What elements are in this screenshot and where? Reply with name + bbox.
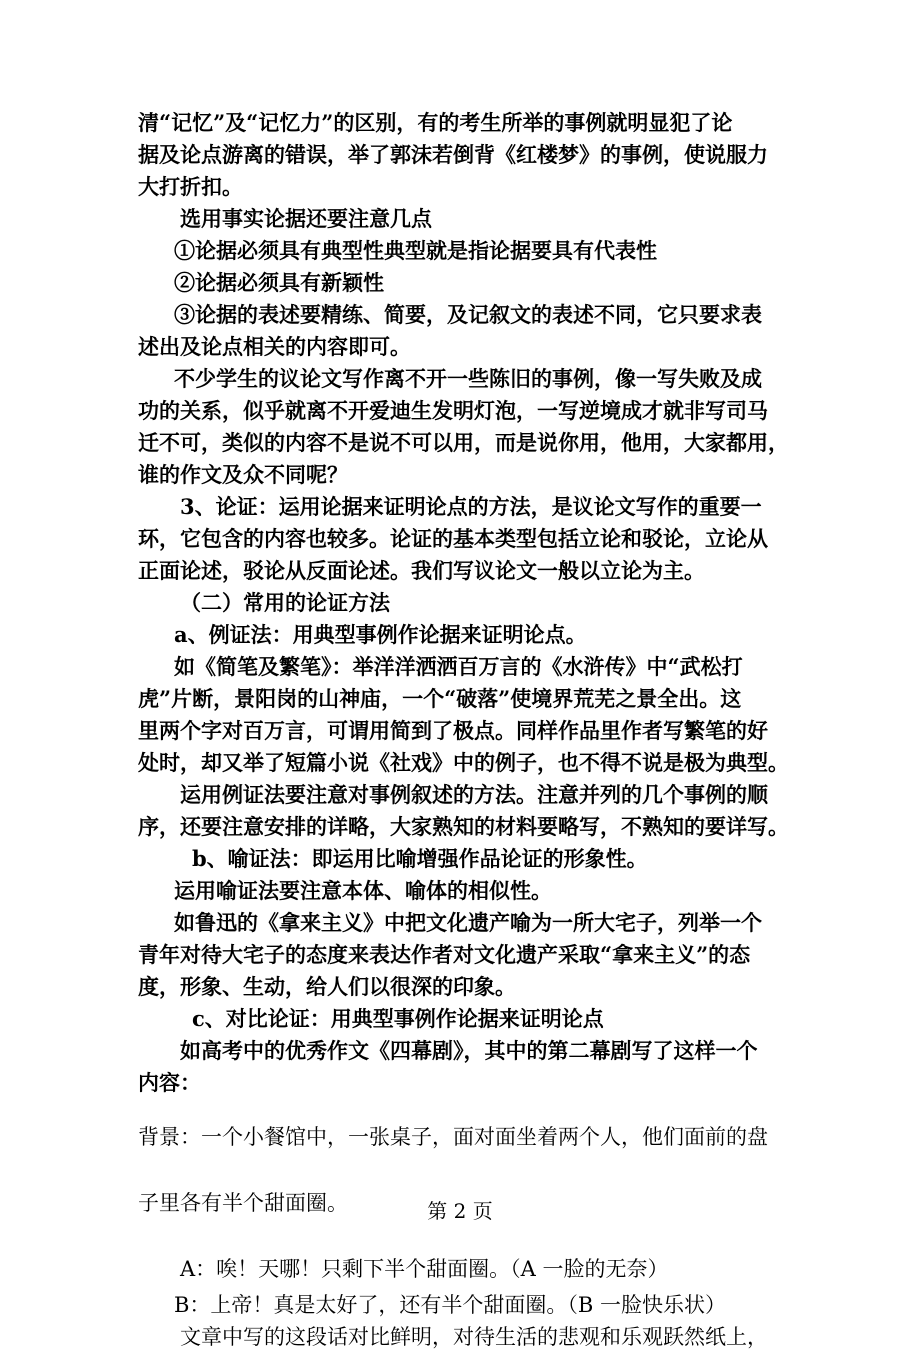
list-item: ③论据的表述要精练、简要，及记叙文的表述不同，它只要求表 — [174, 302, 762, 327]
text-line: 里两个字对百万言，可谓用简到了极点。同样作品里作者写繁笔的好 — [138, 718, 768, 743]
text-line: 序，还要注意安排的详略，大家熟知的材料要略写，不熟知的要详写。 — [138, 814, 789, 839]
document-body — [138, 107, 788, 1353]
text-line: 大打折扣。 — [138, 174, 243, 199]
text-line: 谁的作文及众不同呢？ — [138, 462, 348, 487]
text-line: 虎”片断，景阳岗的山神庙，一个“破落”使境界荒芜之景全出。这 — [138, 686, 742, 711]
paragraph-start: 如鲁迅的《拿来主义》中把文化遗产喻为一所大宅子，列举一个 — [174, 910, 762, 935]
dialogue-line: B：上帝！真是太好了，还有半个甜面圈。（B 一脸快乐状） — [174, 1293, 727, 1317]
paragraph-start: 如《简笔及繁笔》：举洋洋洒洒百万言的《水浒传》中“武松打 — [174, 654, 743, 679]
text-line: 环，它包含的内容也较多。论证的基本类型包括立论和驳论，立论从 — [138, 526, 768, 551]
paragraph-start: c、对比论证：用典型事例作论据来证明论点 — [192, 1006, 604, 1031]
text-line: 据及论点游离的错误，举了郭沫若倒背《红楼梦》的事例，使说服力 — [138, 142, 768, 167]
text-line: 正面论述，驳论从反面论述。我们写议论文一般以立论为主。 — [138, 558, 705, 583]
text-line: 功的关系，似乎就离不开爱迪生发明灯泡，一写逆境成才就非写司马 — [138, 398, 768, 423]
text-line: 青年对待大宅子的态度来表达作者对文化遗产采取“拿来主义”的态 — [138, 942, 751, 967]
list-item: ①论据必须具有典型性典型就是指论据要具有代表性 — [174, 238, 657, 263]
section-heading: （二）常用的论证方法 — [180, 590, 390, 615]
paragraph-start: 运用喻证法要注意本体、喻体的相似性。 — [174, 878, 552, 903]
list-item: ②论据必须具有新颖性 — [174, 270, 384, 295]
page-number: 第 2 页 — [427, 1199, 493, 1223]
paragraph-start: 文章中写的这段话对比鲜明，对待生活的悲观和乐观跃然纸上， — [180, 1325, 768, 1349]
text-line: 述出及论点相关的内容即可。 — [138, 334, 411, 359]
text-line: 迁不可，类似的内容不是说不可以用，而是说你用，他用，大家都用， — [138, 430, 789, 455]
paragraph-start: 不少学生的议论文写作离不开一些陈旧的事例，像一写失败及成 — [174, 366, 762, 391]
paragraph-start: 如高考中的优秀作文《四幕剧》，其中的第二幕剧写了这样一个 — [180, 1038, 758, 1063]
section-heading: 选用事实论据还要注意几点 — [180, 206, 432, 231]
text-line: 内容： — [138, 1070, 201, 1095]
text-line: 背景：一个小餐馆中，一张桌子，面对面坐着两个人，他们面前的盘 — [138, 1125, 768, 1149]
text-line: 清“记忆”及“记忆力”的区别，有的考生所举的事例就明显犯了论 — [138, 110, 733, 135]
text-line: 子里各有半个甜面圈。 — [138, 1191, 348, 1215]
paragraph-start: b、喻证法：即运用比喻增强作品论证的形象性。 — [192, 846, 648, 871]
paragraph-start: a、例证法：用典型事例作论据来证明论点。 — [174, 622, 587, 647]
text-line: 处时，却又举了短篇小说《社戏》中的例子，也不得不说是极为典型。 — [138, 750, 789, 775]
text-line: 度，形象、生动，给人们以很深的印象。 — [138, 974, 516, 999]
dialogue-line: A：唉！天哪！只剩下半个甜面圈。（A 一脸的无奈） — [180, 1257, 669, 1281]
paragraph-start: 3、论证：运用论据来证明论点的方法，是议论文写作的重要一 — [180, 494, 762, 519]
paragraph-start: 运用例证法要注意对事例叙述的方法。注意并列的几个事例的顺 — [180, 782, 768, 807]
